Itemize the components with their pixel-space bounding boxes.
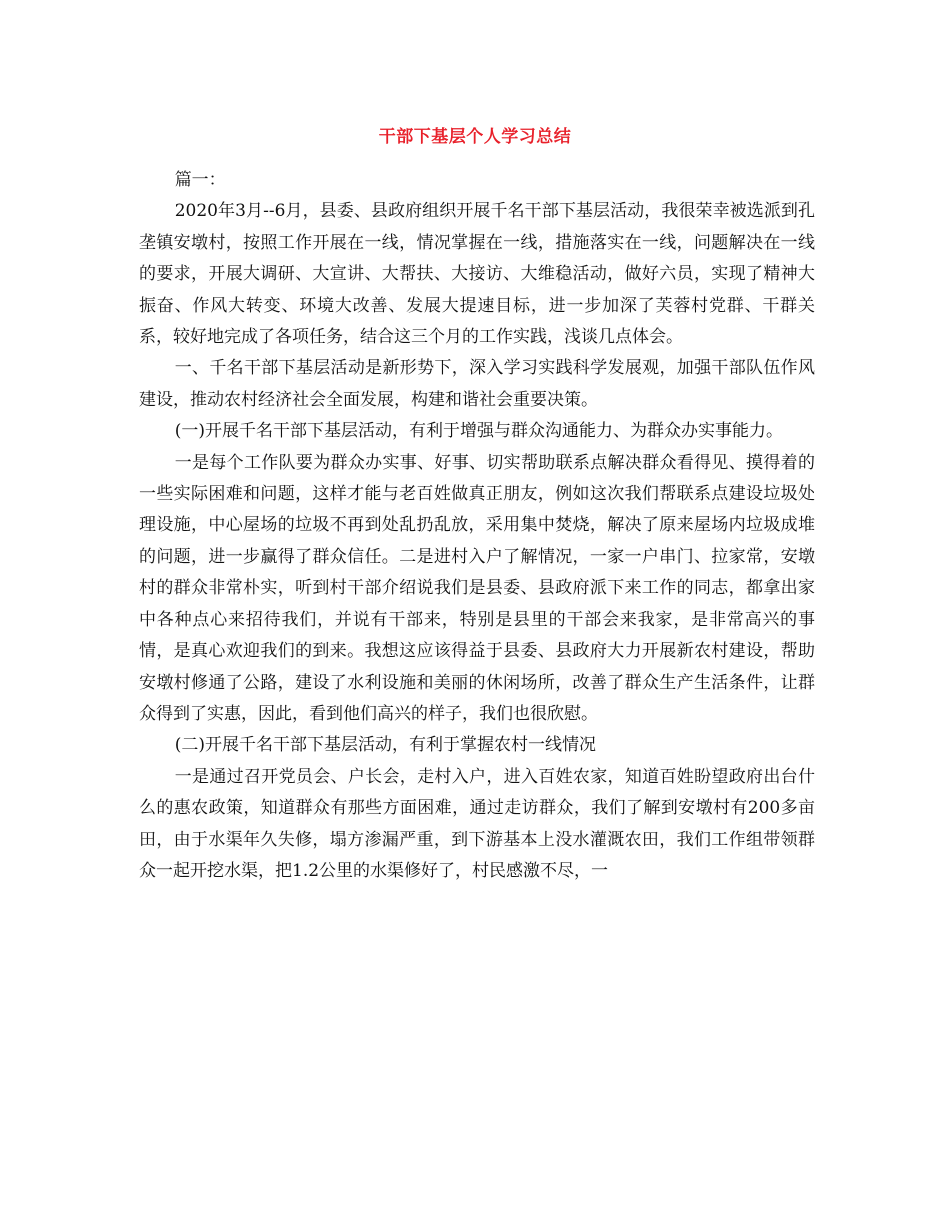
paragraph: 2020年3月--6月，县委、县政府组织开展千名干部下基层活动，我很荣幸被选派到孔垄镇安墩村，按照工作开展在一线，情况掌握在一线，措施落实在一线，问题解决在一线的要求，开展大调研、大宣讲、大帮扶、大接访、大维稳活动，做好六员，实现了精神大振奋、作风大转变、环境大改善、发展大提速目标，进一步加深了芙蓉村党群、干群关系，较好地完成了各项任务，结合这三个月的工作实践，浅谈几点体会。 — [139, 201, 815, 348]
section-label: 篇一： — [174, 170, 226, 190]
paragraph: 一是每个工作队要为群众办实事、好事、切实帮助联系点解决群众看得见、摸得着的一些实际困难和问题，这样才能与老百姓做真正朋友，例如这次我们帮联系点建设垃圾处理设施，中心屋场的垃圾不再到处乱扔乱放，采用集中焚烧，解决了原来屋场内垃圾成堆的问题，进一步赢得了群众信任。二是进村入户了解情况，一家一户串门、拉家常，安墩村的群众非常朴实，听到村干部介绍说我们是县委、县政府派下来工作的同志，都拿出家中各种点心来招待我们，并说有干部来，特别是县里的干部会来我家，是非常高兴的事情，是真心欢迎我们的到来。我想这应该得益于县委、县政府大力开展新农村建设，帮助安墩村修通了公路，建设了水利设施和美丽的休闲场所，改善了群众生产生活条件，让群众得到了实惠，因此，看到他们高兴的样子，我们也很欣慰。 — [139, 452, 815, 724]
subsection-heading: (二)开展千名干部下基层活动，有利于掌握农村一线情况 — [174, 735, 596, 756]
document-body — [139, 165, 815, 887]
document-title: 干部下基层个人学习总结 — [378, 127, 572, 147]
paragraph: 一、千名干部下基层活动是新形势下，深入学习实践科学发展观，加强干部队伍作风建设，推动农村经济社会全面发展，构建和谐社会重要决策。 — [139, 358, 815, 410]
subsection-heading: (一)开展千名干部下基层活动，有利于增强与群众沟通能力、为群众办实事能力。 — [174, 421, 783, 442]
paragraph: 一是通过召开党员会、户长会，走村入户，进入百姓农家，知道百姓盼望政府出台什么的惠农政策，知道群众有那些方面困难，通过走访群众，我们了解到安墩村有200多亩田，由于水渠年久失修，塌方渗漏严重，到下游基本上没水灌溉农田，我们工作组带领群众一起开挖水渠，把1.2公里的水渠修好了，村民感激不尽，一 — [139, 766, 815, 881]
